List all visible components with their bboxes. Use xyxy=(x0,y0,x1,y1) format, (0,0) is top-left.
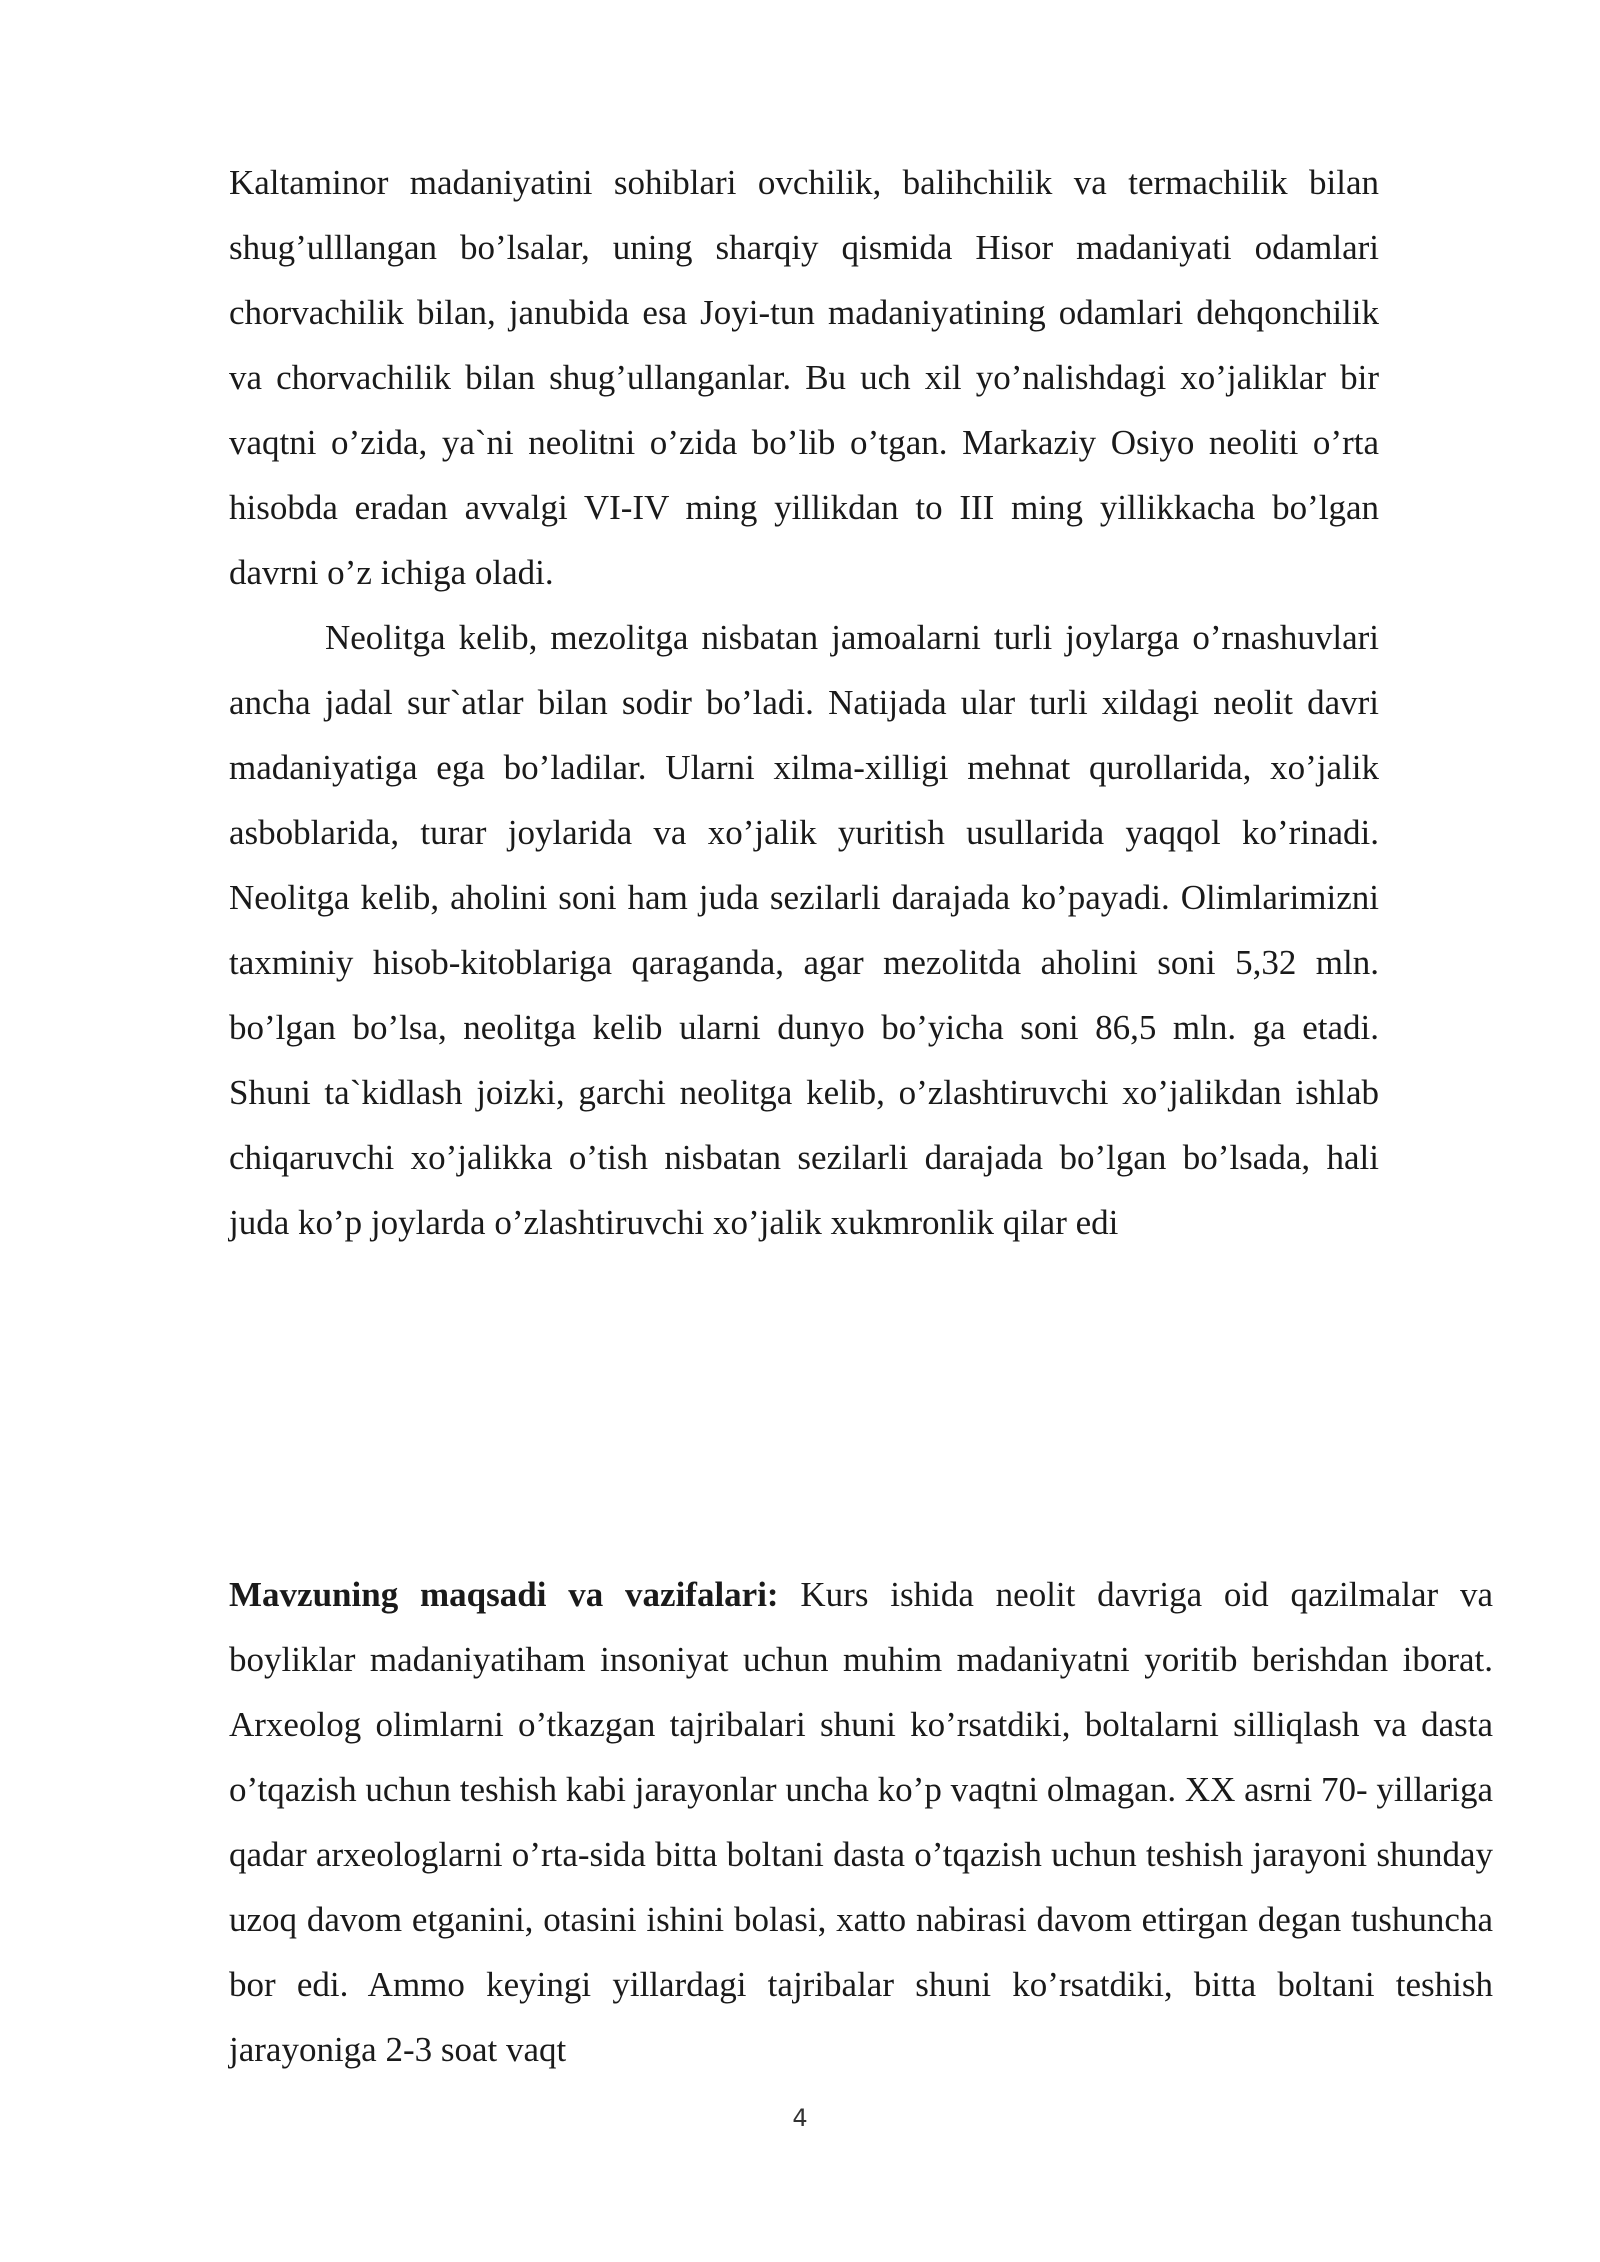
section-text: Kurs ishida neolit davriga oid qazilmalar va boyliklar madaniyatiham insoniyat uchun muhim madaniyatni yoritib berishdan iborat. Arxeolog olimlarni o’tkazgan tajribalari shuni ko’rsatdiki, boltalarni silliqlash va dasta o’tqazish uchun teshish kabi jarayonlar uncha ko’p vaqtni olmagan. XX asrni 70- yillariga qadar arxeologlarni o’rta-sida bitta boltani dasta o’tqazish uchun teshish jarayoni shunday uzoq davom etganini, otasini ishini bolasi, xatto nabirasi davom ettirgan degan tushuncha bor edi. Ammo keyingi yillardagi tajribalar shuni ko’rsatdiki, bitta boltani teshish jarayoniga 2-3 soat vaqt xyxy=(229,1575,1493,2069)
section-goals xyxy=(229,1562,1493,2082)
paragraph-kaltaminor: Kaltaminor madaniyatini sohiblari ovchilik, balihchilik va termachilik bilan shug’ulllangan bo’lsalar, uning sharqiy qismida Hisor madaniyati odamlari chorvachilik bilan, janubida esa Joyi-tun madaniyatining odamlari dehqonchilik va chorvachilik bilan shug’ullanganlar. Bu uch xil yo’nalishdagi xo’jaliklar bir vaqtni o’zida, ya`ni neolitni o’zida bo’lib o’tgan. Markaziy Osiyo neoliti o’rta hisobda eradan avvalgi VI-IV ming yillikdan to III ming yillikkacha bo’lgan davrni o’z ichiga oladi. xyxy=(229,163,1379,592)
paragraph-neolitga: Neolitga kelib, mezolitga nisbatan jamoalarni turli joylarga o’rnashuvlari ancha jadal sur`atlar bilan sodir bo’ladi. Natijada ular turli xildagi neolit davri madaniyatiga ega bo’ladilar. Ularni xilma-xilligi mehnat qurollarida, xo’jalik asboblarida, turar joylarida va xo’jalik yuritish usullarida yaqqol ko’rinadi. Neolitga kelib, aholini soni ham juda sezilarli darajada ko’payadi. Olimlarimizni taxminiy hisob-kitoblariga qaraganda, agar mezolitda aholini soni 5,32 mln. bo’lgan bo’lsa, neolitga kelib ularni dunyo bo’yicha soni 86,5 mln. ga etadi. Shuni ta`kidlash joizki, garchi neolitga kelib, o’zlashtiruvchi xo’jalikdan ishlab chiqaruvchi xo’jalikka o’tish nisbatan sezilarli darajada bo’lgan bo’lsada, hali juda ko’p joylarda o’zlashtiruvchi xo’jalik xukmronlik qilar edi xyxy=(229,618,1379,1242)
body-text-block xyxy=(229,150,1379,1255)
page-number: 4 xyxy=(792,2104,808,2132)
section-heading: Mavzuning maqsadi va vazifalari: xyxy=(229,1575,779,1614)
section-paragraph xyxy=(229,1562,1493,2082)
